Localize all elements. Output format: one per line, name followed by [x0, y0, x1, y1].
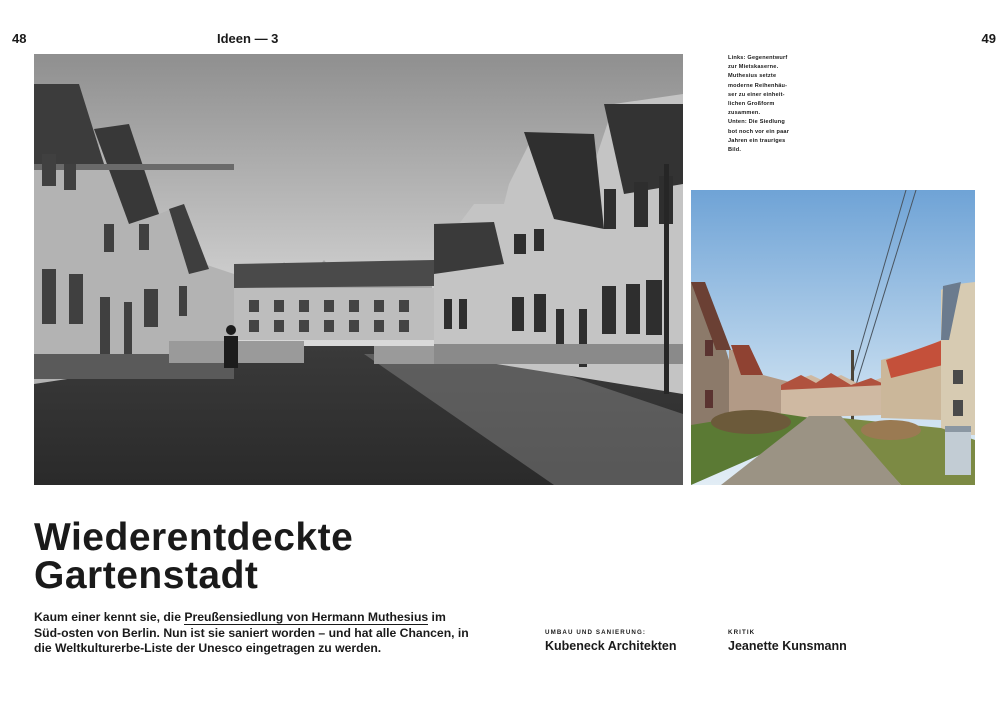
- caption-line: ser zu einer einheit-: [728, 91, 785, 98]
- caption-line: moderne Reihenhäu-: [728, 82, 788, 89]
- headline-line: Gartenstadt: [34, 554, 259, 597]
- credit-name-critic: Jeanette Kunsmann: [728, 639, 847, 653]
- credit-label-architect: UMBAU UND SANIERUNG:: [545, 629, 647, 636]
- caption-line: zur Mietskaserne.: [728, 64, 779, 71]
- credit-name-architect: Kubeneck Architekten: [545, 639, 677, 653]
- caption-line: Jahren ein trauriges: [728, 137, 786, 144]
- page-number-right: 49: [981, 31, 996, 46]
- historic-settlement-photo: [34, 54, 683, 485]
- caption-line: Links: Gegenentwurf: [728, 55, 788, 61]
- caption-line: zusammen.: [728, 110, 761, 117]
- caption-line: Muthesius setzte: [728, 73, 777, 80]
- photo-caption: [728, 54, 798, 155]
- caption-line: lichen Großform: [728, 101, 775, 108]
- credit-label-critic: KRITIK: [728, 629, 756, 636]
- lede-highlight: Preußensiedlung von Hermann Muthesius: [184, 610, 429, 624]
- caption-line: Bild.: [728, 147, 742, 154]
- settlement-before-renovation-photo: [691, 190, 975, 485]
- caption-line: bot noch vor ein paar: [728, 128, 790, 135]
- section-label: Ideen — 3: [217, 31, 279, 46]
- article-lede: [34, 610, 474, 657]
- page-number-left: 48: [12, 31, 27, 46]
- lede-text: Kaum einer kennt sie, die: [34, 610, 185, 624]
- article-headline: [34, 516, 354, 597]
- headline-line: Wiederentdeckte: [34, 516, 354, 559]
- caption-line: Unten: Die Siedlung: [728, 119, 785, 126]
- lede-text: im Süd-osten von Berlin. Nun ist sie saniert worden – und hat alle Chancen, in die Weltkulturerbe-Liste der Unesco eingetragen zu werden.: [34, 610, 469, 656]
